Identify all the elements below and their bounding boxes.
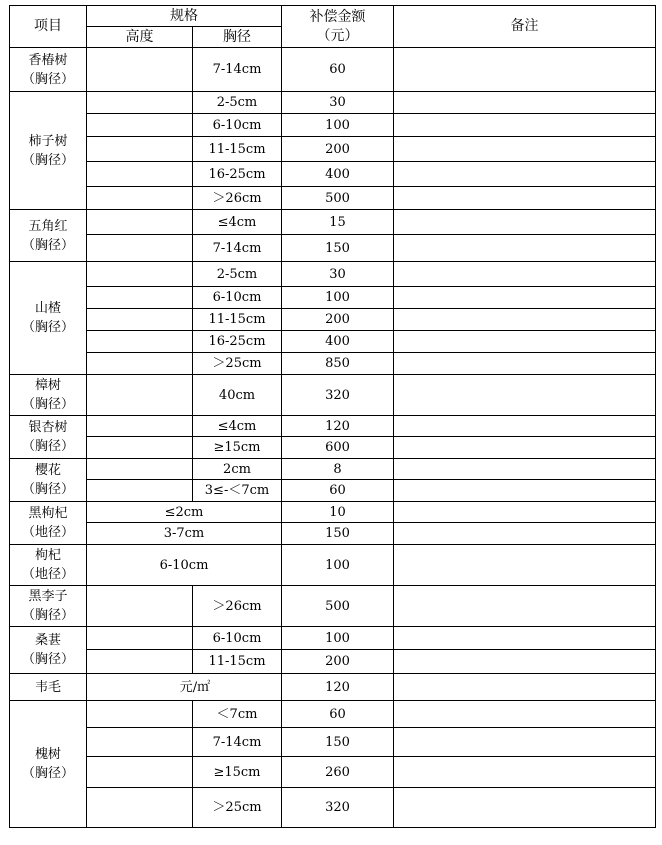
note-cell (394, 757, 656, 788)
diameter-cell: ≥15cm (193, 757, 282, 788)
table-row (10, 459, 656, 480)
diameter-cell: 6-10cm (193, 114, 282, 137)
item-unit: （胸径） (21, 71, 74, 87)
header-amount-line1: 补偿金额 (309, 8, 366, 25)
height-cell (87, 757, 193, 788)
table-row (10, 48, 656, 92)
header-note: 备注 (394, 6, 656, 48)
note-cell (394, 210, 656, 235)
header-diameter: 胸径 (193, 27, 282, 48)
item-unit: （胸径） (21, 766, 74, 781)
item-name-cell (10, 701, 87, 828)
height-cell (87, 586, 193, 627)
height-cell (87, 728, 193, 757)
table-row (10, 480, 656, 502)
item-name: 香椿树 (28, 52, 68, 68)
note-cell (394, 788, 656, 828)
table-row (10, 586, 656, 627)
height-cell (87, 48, 193, 92)
note-cell (394, 545, 656, 586)
height-cell (87, 331, 193, 353)
item-name: 槐树 (34, 747, 61, 762)
note-cell (394, 235, 656, 262)
note-cell (394, 137, 656, 162)
amount-cell: 600 (282, 437, 394, 459)
note-cell (394, 262, 656, 287)
table-row (10, 788, 656, 828)
note-cell (394, 523, 656, 545)
amount-cell: 500 (282, 187, 394, 210)
amount-cell: 120 (282, 674, 394, 701)
table-row (10, 210, 656, 235)
table-row (10, 137, 656, 162)
height-cell (87, 137, 193, 162)
item-name: 黑李子 (28, 589, 68, 604)
item-name-cell (10, 92, 87, 210)
spec-cell: 元/㎡ (87, 674, 282, 701)
height-cell (87, 627, 193, 650)
amount-cell: 60 (282, 701, 394, 728)
item-unit: （胸径） (21, 237, 74, 253)
table-row (10, 674, 656, 701)
diameter-cell: ＞25cm (193, 788, 282, 828)
diameter-cell: 16-25cm (193, 162, 282, 187)
table-row (10, 650, 656, 674)
amount-cell: 60 (282, 48, 394, 92)
amount-cell: 320 (282, 375, 394, 416)
note-cell (394, 586, 656, 627)
amount-cell: 100 (282, 627, 394, 650)
header-height: 高度 (87, 27, 193, 48)
diameter-cell: 7-14cm (193, 235, 282, 262)
item-name: 樟树 (34, 378, 61, 393)
item-name-cell (10, 502, 87, 545)
table-row (10, 502, 656, 523)
table-row (10, 162, 656, 187)
item-name: 枸杞 (34, 548, 61, 563)
item-name-cell (10, 586, 87, 627)
amount-cell: 150 (282, 235, 394, 262)
diameter-cell: 16-25cm (193, 331, 282, 353)
item-name-cell (10, 459, 87, 502)
height-cell (87, 459, 193, 480)
diameter-cell: 2-5cm (193, 262, 282, 287)
table-row (10, 757, 656, 788)
item-unit: （地径） (21, 567, 74, 582)
height-cell (87, 114, 193, 137)
diameter-cell: ≤4cm (193, 210, 282, 235)
amount-cell: 260 (282, 757, 394, 788)
item-name: 银杏树 (28, 420, 68, 435)
amount-cell: 10 (282, 502, 394, 523)
table-row (10, 353, 656, 375)
item-unit: （胸径） (21, 152, 74, 168)
table-row (10, 309, 656, 331)
table-row (10, 287, 656, 309)
note-cell (394, 162, 656, 187)
item-unit: （胸径） (21, 397, 74, 412)
height-cell (87, 416, 193, 437)
height-cell (87, 309, 193, 331)
header-amount-line2: （元） (316, 27, 359, 44)
diameter-cell: ＞26cm (193, 187, 282, 210)
height-cell (87, 287, 193, 309)
height-cell (87, 92, 193, 114)
item-unit: （胸径） (21, 320, 74, 335)
amount-cell: 320 (282, 788, 394, 828)
note-cell (394, 480, 656, 502)
height-cell (87, 187, 193, 210)
amount-cell: 8 (282, 459, 394, 480)
item-name: 樱花 (34, 463, 61, 478)
amount-cell: 200 (282, 137, 394, 162)
diameter-cell: 6-10cm (193, 287, 282, 309)
diameter-cell: ＞25cm (193, 353, 282, 375)
height-cell (87, 788, 193, 828)
amount-cell: 200 (282, 650, 394, 674)
amount-cell: 400 (282, 331, 394, 353)
spec-cell: 3-7cm (87, 523, 282, 545)
item-name: 桑葚 (34, 633, 61, 648)
amount-cell: 15 (282, 210, 394, 235)
diameter-cell: ＞26cm (193, 586, 282, 627)
diameter-cell: 11-15cm (193, 137, 282, 162)
note-cell (394, 187, 656, 210)
note-cell (394, 375, 656, 416)
diameter-cell: 7-14cm (193, 728, 282, 757)
height-cell (87, 480, 193, 502)
amount-cell: 100 (282, 545, 394, 586)
item-name: 五角红 (28, 218, 68, 234)
table-row (10, 523, 656, 545)
table-row (10, 701, 656, 728)
table-row (10, 416, 656, 437)
table-row (10, 92, 656, 114)
amount-cell: 30 (282, 92, 394, 114)
note-cell (394, 502, 656, 523)
amount-cell: 400 (282, 162, 394, 187)
note-cell (394, 728, 656, 757)
item-name: 山楂 (34, 301, 61, 316)
diameter-cell: 2cm (193, 459, 282, 480)
spec-cell: 6-10cm (87, 545, 282, 586)
amount-cell: 60 (282, 480, 394, 502)
note-cell (394, 416, 656, 437)
height-cell (87, 162, 193, 187)
table-row (10, 728, 656, 757)
table-row (10, 375, 656, 416)
diameter-cell: 40cm (193, 375, 282, 416)
item-name-cell (10, 375, 87, 416)
note-cell (394, 309, 656, 331)
note-cell (394, 701, 656, 728)
note-cell (394, 92, 656, 114)
height-cell (87, 262, 193, 287)
amount-cell: 100 (282, 287, 394, 309)
diameter-cell: ＜7cm (193, 701, 282, 728)
amount-cell: 850 (282, 353, 394, 375)
item-name: 柿子树 (28, 133, 68, 149)
diameter-cell: 11-15cm (193, 309, 282, 331)
item-unit: （胸径） (21, 652, 74, 667)
item-unit: （胸径） (21, 482, 74, 497)
amount-cell: 500 (282, 586, 394, 627)
table-row (10, 331, 656, 353)
height-cell (87, 650, 193, 674)
amount-cell: 100 (282, 114, 394, 137)
note-cell (394, 650, 656, 674)
header-spec: 规格 (87, 6, 282, 27)
height-cell (87, 235, 193, 262)
diameter-cell: 11-15cm (193, 650, 282, 674)
note-cell (394, 674, 656, 701)
diameter-cell: ≤4cm (193, 416, 282, 437)
table-row (10, 627, 656, 650)
amount-cell: 120 (282, 416, 394, 437)
amount-cell: 200 (282, 309, 394, 331)
note-cell (394, 353, 656, 375)
item-name-cell (10, 416, 87, 459)
spec-cell: ≤2cm (87, 502, 282, 523)
item-unit: （胸径） (21, 439, 74, 454)
height-cell (87, 353, 193, 375)
item-name: 韦毛 (34, 679, 61, 695)
item-unit: （胸径） (21, 608, 74, 623)
item-name-cell (10, 210, 87, 262)
note-cell (394, 114, 656, 137)
height-cell (87, 701, 193, 728)
note-cell (394, 459, 656, 480)
table-row (10, 235, 656, 262)
item-name-cell (10, 674, 87, 701)
height-cell (87, 210, 193, 235)
table-row (10, 187, 656, 210)
diameter-cell: 6-10cm (193, 627, 282, 650)
item-name-cell (10, 48, 87, 92)
diameter-cell: 7-14cm (193, 48, 282, 92)
amount-cell: 150 (282, 728, 394, 757)
note-cell (394, 287, 656, 309)
header-amount (282, 6, 394, 48)
item-name: 黑枸杞 (28, 506, 68, 521)
item-unit: （地径） (21, 525, 74, 540)
table-row (10, 262, 656, 287)
item-name-cell (10, 627, 87, 674)
diameter-cell: 3≤-＜7cm (193, 480, 282, 502)
note-cell (394, 627, 656, 650)
note-cell (394, 48, 656, 92)
header-item: 项目 (10, 6, 87, 48)
height-cell (87, 437, 193, 459)
item-name-cell (10, 545, 87, 586)
amount-cell: 30 (282, 262, 394, 287)
diameter-cell: ≥15cm (193, 437, 282, 459)
diameter-cell: 2-5cm (193, 92, 282, 114)
table-row (10, 114, 656, 137)
amount-cell: 150 (282, 523, 394, 545)
height-cell (87, 375, 193, 416)
table-row (10, 437, 656, 459)
compensation-table (9, 5, 656, 828)
note-cell (394, 437, 656, 459)
table-row (10, 545, 656, 586)
note-cell (394, 331, 656, 353)
item-name-cell (10, 262, 87, 375)
